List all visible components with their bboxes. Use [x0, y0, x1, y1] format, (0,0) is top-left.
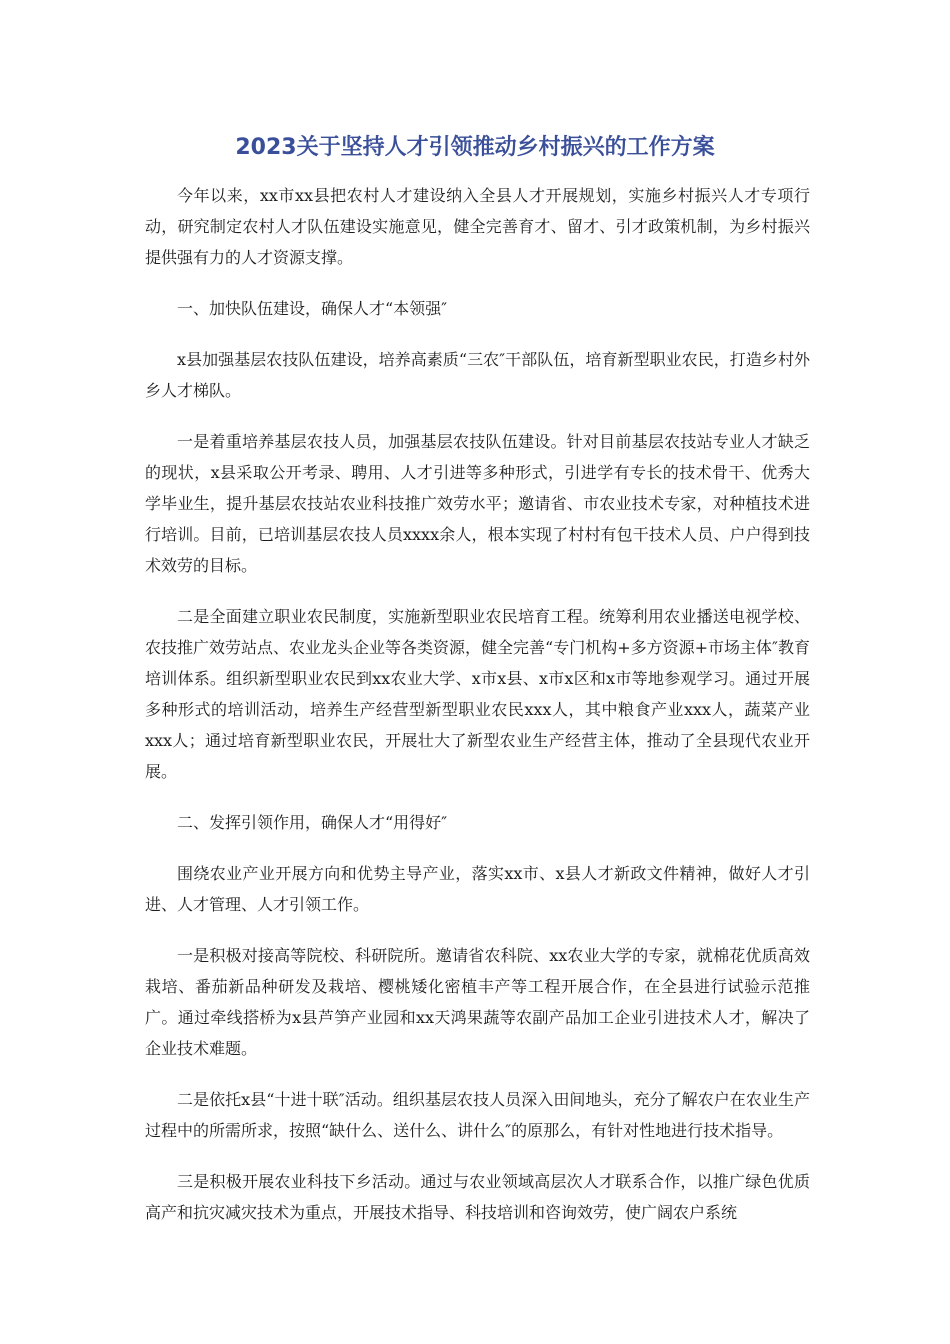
section-heading-2: 二、发挥引领作用，确保人才“用得好″ [177, 813, 448, 832]
section-2-point-2: 二是依托x县“十进十联″活动。组织基层农技人员深入田间地头，充分了解农户在农业生产过程中的所需所求，按照“缺什么、送什么、讲什么″的原那么，有针对性地进行技术指导。 [145, 1090, 810, 1140]
section-2-point-1: 一是积极对接高等院校、科研院所。邀请省农科院、xx农业大学的专家，就棉花优质高效栽培、番茄新品种研发及栽培、樱桃矮化密植丰产等工程开展合作，在全县进行试验示范推广。通过牵线搭桥为x县芦笋产业园和xx天鸿果蔬等农副产品加工企业引进技术人才，解决了企业技术难题。 [145, 946, 810, 1058]
section-1-paragraph: x县加强基层农技队伍建设，培养高素质“三农″干部队伍，培育新型职业农民，打造乡村外乡人才梯队。 [145, 350, 810, 400]
section-2-point-3: 三是积极开展农业科技下乡活动。通过与农业领域高层次人才联系合作，以推广绿色优质高产和抗灾减灾技术为重点，开展技术指导、科技培训和咨询效劳，使广阔农户系统 [145, 1172, 810, 1222]
intro-paragraph: 今年以来，xx市xx县把农村人才建设纳入全县人才开展规划，实施乡村振兴人才专项行动，研究制定农村人才队伍建设实施意见，健全完善育才、留才、引才政策机制，为乡村振兴提供强有力的人才资源支撑。 [145, 186, 810, 267]
section-2-paragraph: 围绕农业产业开展方向和优势主导产业，落实xx市、x县人才新政文件精神，做好人才引进、人才管理、人才引领工作。 [145, 864, 810, 914]
section-1-point-1: 一是着重培养基层农技人员，加强基层农技队伍建设。针对目前基层农技站专业人才缺乏的现状，x县采取公开考录、聘用、人才引进等多种形式，引进学有专长的技术骨干、优秀大学毕业生，提升基层农技站农业科技推广效劳水平；邀请省、市农业技术专家，对种植技术进行培训。目前，已培训基层农技人员xxxx余人，根本实现了村村有包干技术人员、户户得到技术效劳的目标。 [145, 432, 810, 575]
section-heading-1: 一、加快队伍建设，确保人才“本领强″ [177, 299, 448, 318]
document-body [145, 180, 810, 1248]
document-title: 2023关于坚持人才引领推动乡村振兴的工作方案 [235, 135, 715, 160]
section-1-point-2: 二是全面建立职业农民制度，实施新型职业农民培育工程。统筹利用农业播送电视学校、农技推广效劳站点、农业龙头企业等各类资源，健全完善“专门机构+多方资源+市场主体″教育培训体系。组织新型职业农民到xx农业大学、x市x县、x市x区和x市等地参观学习。通过开展多种形式的培训活动，培养生产经营型新型职业农民xxx人，其中粮食产业xxx人，蔬菜产业xxx人；通过培育新型职业农民，开展壮大了新型农业生产经营主体，推动了全县现代农业开展。 [145, 607, 810, 781]
